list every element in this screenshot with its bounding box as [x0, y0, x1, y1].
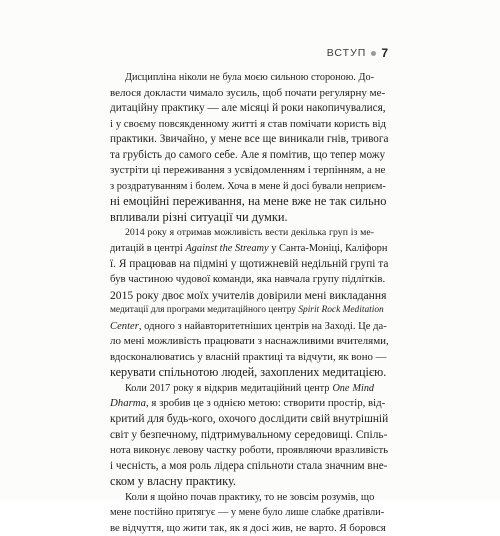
text-line: Dharma, я зробив це з однією метою: створити простір, від- — [110, 397, 386, 410]
italic-title: Against the Streamy — [185, 243, 269, 255]
text-line: і чесність, а моя роль лідера спільноти стала значним вне- — [110, 459, 388, 472]
text-line: Коли я щойно почав практику, то не зовсім розумів, що — [125, 491, 375, 503]
text-line: ні емоційні переживання, на мене вже не так сильно — [110, 194, 387, 209]
bullet-dot-icon — [371, 51, 376, 56]
text-line: світ у безпечному, підтримувальному середовищі. Спіль- — [110, 428, 388, 441]
section-title: ВСТУП — [326, 47, 367, 59]
text-line: дитацій в центрі Against the Streamy у Санта-Моніці, Каліфорн — [110, 243, 388, 255]
text-line: медитації для програми медитаційного центру Spirit Rock Meditation — [110, 305, 384, 316]
paragraph-4 — [110, 490, 386, 536]
text-line: мене постійно притягує — у мене було лише слабке дратівли- — [110, 507, 385, 519]
paragraph-3 — [110, 381, 389, 490]
text-line: керувати спільнотою людей, захоплених медитацією. — [110, 365, 387, 380]
italic-title: Dharma — [110, 397, 146, 410]
page-number: 7 — [381, 46, 388, 60]
text-line: дитаційну практику — але місяці й роки накопичувалися, — [110, 102, 386, 115]
text-line: велося докласти чимало зусиль, щоб почати регулярну ме- — [110, 86, 386, 99]
text-line: і у своєму повсякденному житті я став помічати користь від — [110, 117, 386, 130]
text-line: 2015 року двоє моїх учителів довірили мені викладання — [110, 288, 387, 302]
paragraph-2 — [110, 225, 389, 380]
text-line: та грубість до самого себе. Але я помітив, що тепер можу — [110, 148, 386, 161]
text-line: вдосконалюватись у власній практиці та відчути, як воно — — [110, 350, 387, 363]
text-line: Коли 2017 року я відкрив медитаційний центр One Mind — [125, 382, 375, 394]
text-line: ском у власну практику. — [110, 474, 236, 489]
text-line: ї. Я працював на підміні у щотижневій недільній групі та — [110, 257, 389, 270]
text-line: впливали різні ситуації чи думки. — [110, 209, 288, 224]
text-line: був частиною чудової команди, яка навчала групу підлітків. — [110, 273, 386, 286]
body-text — [110, 70, 389, 536]
text-line: Дисципліна ніколи не була моєю сильною стороною. До- — [125, 72, 374, 83]
italic-title: One Mind — [332, 382, 375, 394]
text-line: зустріти ці переживання з усвідомленням і терпінням, а не — [110, 164, 386, 177]
text-line: ло мені можливість працювати з наснажливими вчителями, — [110, 335, 389, 348]
running-head — [327, 46, 388, 60]
text-line: ве відчуття, що жити так, як я досі жив, не варто. Я боровся — [110, 521, 386, 534]
text-line: з роздратуванням і болем. Хоча в мене й досі бували неприєм- — [110, 180, 386, 192]
text-line: Center, одного з найавторитетніших центрів на Заході. Це да- — [110, 320, 387, 332]
italic-title: Spirit Rock Meditation — [298, 305, 384, 316]
italic-title: Center — [110, 320, 139, 332]
text-line: 2014 року я отримав можливість вести декілька груп із ме- — [125, 227, 374, 239]
text-line: практики. Звичайно, у мене все ще виникали гнів, тривога — [110, 133, 389, 146]
text-line: нота виконує левову частку роботи, проявляючи вразливість — [110, 444, 389, 457]
text-line: критий для будь-кого, охочого дослідити свій внутрішній — [110, 413, 389, 426]
paragraph-1 — [110, 70, 389, 225]
